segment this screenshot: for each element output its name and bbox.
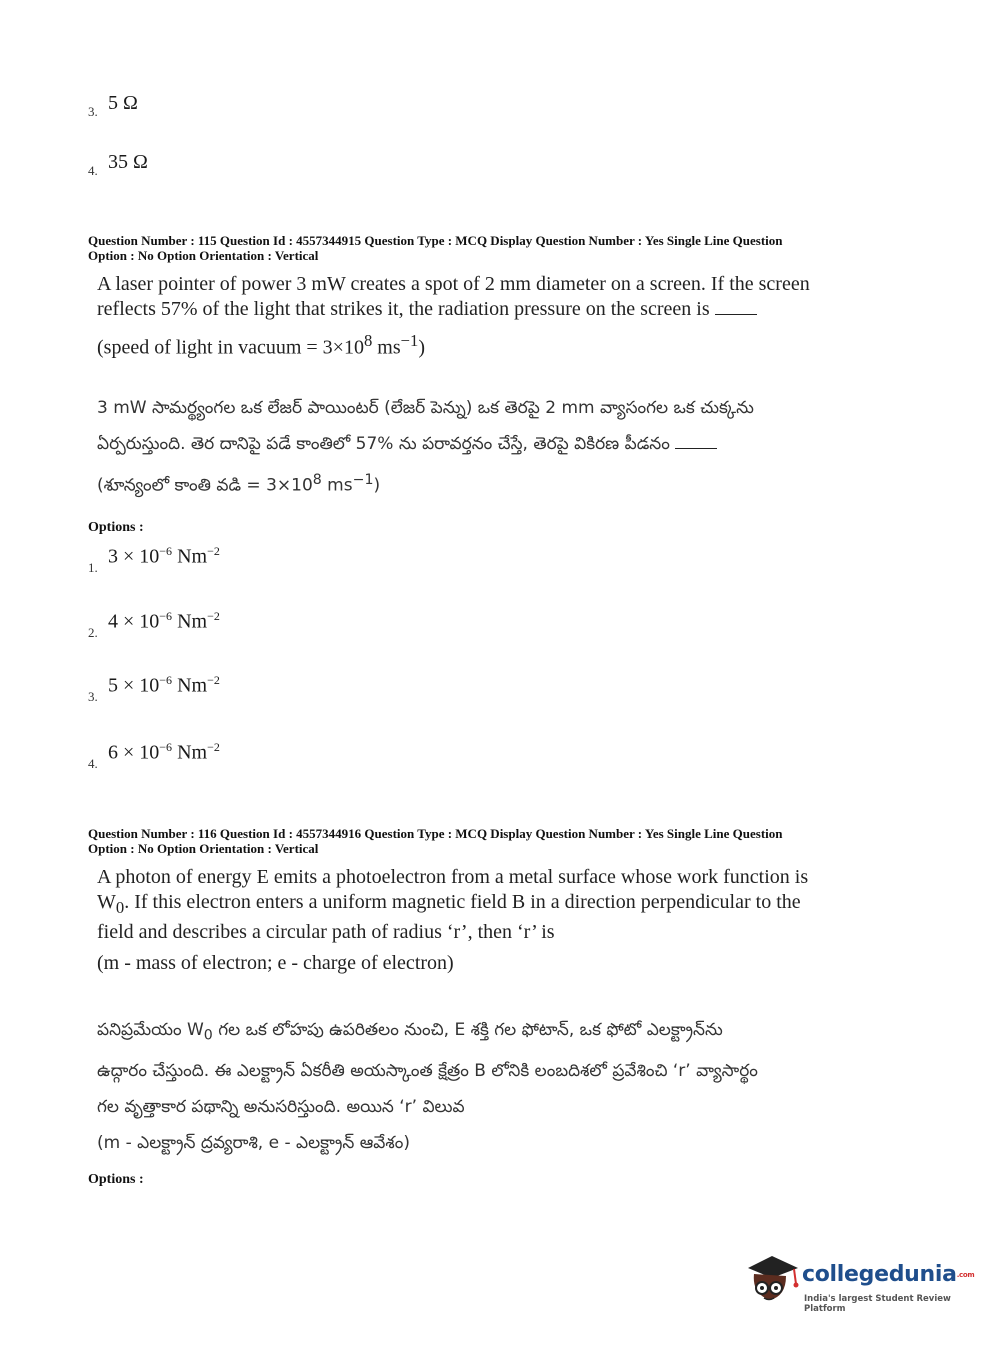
question-line: 3 mW సామర్థ్యంగల ఒక లేజర్ పాయింటర్ (లేజర్ పెన్ను) ఒక తెరపై 2 mm వ్యాసంగల ఒక చుక్కను [97, 398, 754, 418]
question-line: (speed of light in vacuum = $3\times 10^8$ $ms^{-1}$) [97, 331, 426, 359]
option-value: $4 \times 10^{-6}$ $Nm^{-2}$ [108, 609, 220, 633]
question-115-telugu [97, 390, 887, 504]
options-label: Options : [88, 520, 144, 535]
option-value: $5 \times 10^{-6}$ $Nm^{-2}$ [108, 673, 220, 697]
option-number: 3. [88, 689, 98, 704]
option-number: 4. [88, 163, 98, 178]
answer-blank [675, 434, 717, 449]
question-line: (m - ఎలక్ట్రాన్ ద్రవ్యరాశి, e - ఎలక్ట్రాన్ ఆవేశం) [97, 1133, 410, 1154]
graduate-mascot-icon [742, 1250, 800, 1308]
question-line: (m - mass of electron; e - charge of electron) [97, 952, 454, 974]
question-line: ఉద్గారం చేస్తుంది. ఈ ఎలక్ట్రాన్ ఏకరీతి అయస్కాంత క్షేత్రం B లోనికి లంబదిశలో ప్రవేశించి ‘r’ వ్యాసార్థం [97, 1061, 758, 1082]
question-line: reflects 57% of the light that strikes it, the radiation pressure on the screen is [97, 297, 877, 322]
meta-line-1: Question Number : 115 Question Id : 4557344915 Question Type : MCQ Display Question Number : Yes Single Line Question [88, 233, 783, 248]
collegedunia-logo [742, 1250, 975, 1314]
question-line: (శూన్యంలో కాంతి వడి = $3\times 10^8$ $ms^{-1}$) [97, 472, 381, 496]
option-value: $6 \times 10^{-6}$ $Nm^{-2}$ [108, 740, 220, 764]
brand-tagline: India's largest Student Review Platform [804, 1294, 951, 1314]
meta-line-1: Question Number : 116 Question Id : 4557344916 Question Type : MCQ Display Question Number : Yes Single Line Question [88, 826, 783, 841]
option-value: 35 Ω [108, 151, 148, 173]
question-115-english [97, 272, 877, 361]
question-116-english [97, 865, 877, 976]
question-line: A laser pointer of power 3 mW creates a spot of 2 mm diameter on a screen. If the screen [97, 273, 810, 295]
options-label: Options : [88, 1172, 144, 1187]
brand-name: collegedunia.com [802, 1262, 975, 1287]
option-number: 1. [88, 560, 98, 575]
question-line: పనిప్రమేయం $W_0$ గల ఒక లోహపు ఉపరితలం నుంచి, E శక్తి గల ఫోటాన్, ఒక ఫోటో ఎలక్ట్రాన్‌ను [97, 1020, 723, 1044]
question-line: field and describes a circular path of radius ‘r’, then ‘r’ is [97, 921, 555, 943]
meta-line-2: Option : No Option Orientation : Vertical [88, 248, 319, 263]
option-value: 5 Ω [108, 92, 138, 114]
question-116-telugu [97, 1012, 887, 1161]
question-116-meta [88, 826, 908, 856]
question-115-meta [88, 233, 908, 263]
option-value: $3 \times 10^{-6}$ $Nm^{-2}$ [108, 544, 220, 568]
meta-line-2: Option : No Option Orientation : Vertical [88, 841, 319, 856]
option-number: 4. [88, 756, 98, 771]
option-number: 2. [88, 625, 98, 640]
question-line: ఏర్పరుస్తుంది. తెర దానిపై పడే కాంతిలో 57% ను పరావర్తనం చేస్తే, తెరపై వికిరణ పీడనం [97, 426, 887, 462]
answer-blank [715, 300, 757, 315]
option-number: 3. [88, 104, 98, 119]
question-line: A photon of energy E emits a photoelectron from a metal surface whose work function is [97, 866, 809, 888]
question-line: $W_0$. If this electron enters a uniform magnetic field B in a direction perpendicular to the [97, 891, 801, 917]
question-line: గల వృత్తాకార పథాన్ని అనుసరిస్తుంది. అయిన ‘r’ విలువ [97, 1097, 465, 1118]
